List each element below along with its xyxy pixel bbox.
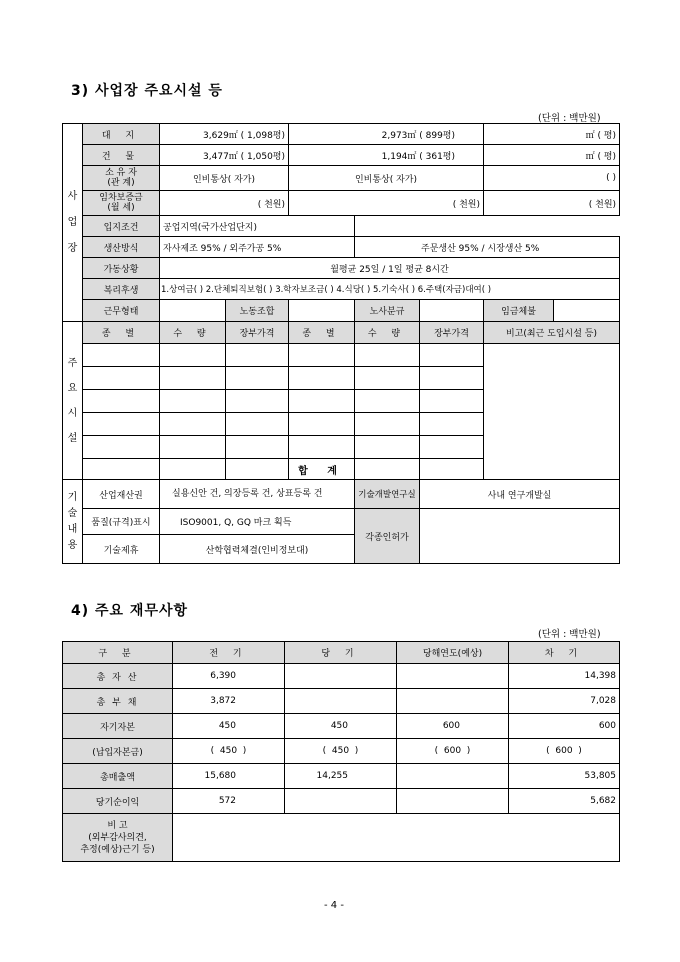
fin-cell: 450: [285, 714, 397, 739]
fin-remark-value: [173, 814, 620, 862]
wage-label: 임금체불: [484, 300, 554, 322]
production-value-2: 주문생산 95% / 시장생산 5%: [355, 237, 620, 258]
fin-cell: [285, 664, 397, 689]
facility-header-price-2: 장부가격: [420, 322, 484, 344]
facility-header-remark: 비고(최근 도입시설 등): [484, 322, 620, 344]
table-row: [63, 739, 620, 764]
rnd-label: 기술개발연구실: [355, 480, 420, 509]
fin-header-prev: 전 기: [173, 642, 285, 664]
fin-row-label: 당기순이익: [63, 789, 173, 814]
fin-cell: 450: [173, 714, 285, 739]
table-row: [63, 664, 620, 689]
fin-row-label: 총매출액: [63, 764, 173, 789]
table-row: [63, 689, 620, 714]
page-number: - 4 -: [324, 900, 344, 911]
location-label: 입지조건: [83, 216, 160, 237]
facility-header-price-1: 장부가격: [226, 322, 289, 344]
location-value: 공업지역(국가산업단지): [160, 216, 355, 237]
owner-value-2: 인비통상( 자가): [289, 166, 484, 191]
section4-title: 4) 주요 재무사항: [71, 603, 189, 619]
fin-header-category: 구 분: [63, 642, 173, 664]
facility-header-type-2: 종 별: [289, 322, 355, 344]
deposit-label: 임차보증금 (월 세): [83, 191, 160, 216]
workplace-side-label: 사 업 장: [63, 124, 83, 322]
fin-row-label: (납입자본금): [63, 739, 173, 764]
section4-unit: (단위 : 백만원): [538, 629, 601, 640]
fin-cell: 7,028: [509, 689, 620, 714]
fin-cell: 14,255: [285, 764, 397, 789]
building-value-3: ㎡ ( 평): [484, 145, 620, 166]
fin-cell: 14,398: [509, 664, 620, 689]
fin-cell: [285, 789, 397, 814]
fin-cell: 600: [397, 714, 509, 739]
production-value-1: 자사제조 95% / 외주가공 5%: [160, 237, 355, 258]
welfare-value: 1.상여금( ) 2.단체퇴직보험( ) 3.학자보조금( ) 4.식당( ) 5.기숙사( ) 6.주택(자금)대여( ): [160, 279, 620, 300]
facility-header-qty-1: 수 량: [160, 322, 226, 344]
section3-unit: (단위 : 백만원): [538, 113, 601, 124]
production-label: 생산방식: [83, 237, 160, 258]
location-empty: [355, 216, 620, 237]
fin-cell: 5,682: [509, 789, 620, 814]
building-label: 건 물: [83, 145, 160, 166]
land-value-3: ㎡ ( 평): [484, 124, 620, 145]
dispute-value: [420, 300, 484, 322]
table-row: [63, 764, 620, 789]
facility-header-type-1: 종 별: [83, 322, 160, 344]
fin-cell: 53,805: [509, 764, 620, 789]
fin-cell: [397, 664, 509, 689]
operation-label: 가동상황: [83, 258, 160, 279]
fin-header-est: 당해연도(예상): [397, 642, 509, 664]
fin-cell: 15,680: [173, 764, 285, 789]
table-row: [63, 714, 620, 739]
land-value-1: 3,629㎡ ( 1,098평): [160, 124, 289, 145]
deposit-value-1: ( 천원): [160, 191, 289, 216]
section3-title: 3) 사업장 주요시설 등: [71, 83, 223, 99]
quality-value: ISO9001, Q, GQ 마크 획득: [160, 509, 355, 535]
fin-cell: 3,872: [173, 689, 285, 714]
fin-cell: 572: [173, 789, 285, 814]
land-value-2: 2,973㎡ ( 899평): [289, 124, 484, 145]
fin-cell: ( 450 ): [173, 739, 285, 764]
license-value: [420, 509, 620, 564]
coop-value: 산학협력체결(인비정보대): [160, 535, 355, 564]
fin-row-label: 자기자본: [63, 714, 173, 739]
fin-remark-label: 비 고 (외부감사의견, 추정(예상)근기 등): [63, 814, 173, 862]
ip-label: 산업재산권: [83, 480, 160, 509]
owner-value-1: 인비통상( 자가): [160, 166, 289, 191]
owner-label: 소 유 자 (관 계): [83, 166, 160, 191]
union-value: [289, 300, 355, 322]
fin-cell: [285, 689, 397, 714]
fin-cell: [397, 789, 509, 814]
license-label: 각종인허가: [355, 509, 420, 564]
fin-row-label: 총 부 채: [63, 689, 173, 714]
fin-cell: ( 450 ): [285, 739, 397, 764]
tech-side-label: 기술내용: [63, 480, 83, 564]
work-type-value: [160, 300, 226, 322]
finance-table: [62, 641, 620, 862]
fin-cell: ( 600 ): [397, 739, 509, 764]
rnd-value: 사내 연구개발실: [420, 480, 620, 509]
deposit-value-3: ( 천원): [484, 191, 620, 216]
dispute-label: 노사분규: [355, 300, 420, 322]
building-value-2: 1,194㎡ ( 361평): [289, 145, 484, 166]
fin-header-cur: 당 기: [285, 642, 397, 664]
fin-header-next: 차 기: [509, 642, 620, 664]
building-value-1: 3,477㎡ ( 1,050평): [160, 145, 289, 166]
facility-header-qty-2: 수 량: [355, 322, 420, 344]
fin-row-label: 총 자 산: [63, 664, 173, 689]
quality-label: 품질(규격)표시: [83, 509, 160, 535]
fin-cell: ( 600 ): [509, 739, 620, 764]
facility-table: [62, 123, 620, 564]
fin-cell: [397, 764, 509, 789]
coop-label: 기술제휴: [83, 535, 160, 564]
wage-value: [554, 300, 620, 322]
work-label: 근무형태: [83, 300, 160, 322]
fin-cell: 6,390: [173, 664, 285, 689]
operation-value: 월평균 25일 / 1일 평균 8시간: [160, 258, 620, 279]
deposit-value-2: ( 천원): [289, 191, 484, 216]
union-label: 노동조합: [226, 300, 289, 322]
ip-value: 실용신안 건, 의장등록 건, 상표등록 건: [160, 480, 355, 509]
facility-side-label: 주 요 시 설: [63, 322, 83, 480]
facility-total-label: 합 계: [289, 459, 355, 480]
land-label: 대 지: [83, 124, 160, 145]
table-row: [63, 789, 620, 814]
owner-value-3: ( ): [484, 166, 620, 191]
fin-cell: 600: [509, 714, 620, 739]
welfare-label: 복리후생: [83, 279, 160, 300]
fin-cell: [397, 689, 509, 714]
facility-remark-cell: [484, 344, 620, 480]
